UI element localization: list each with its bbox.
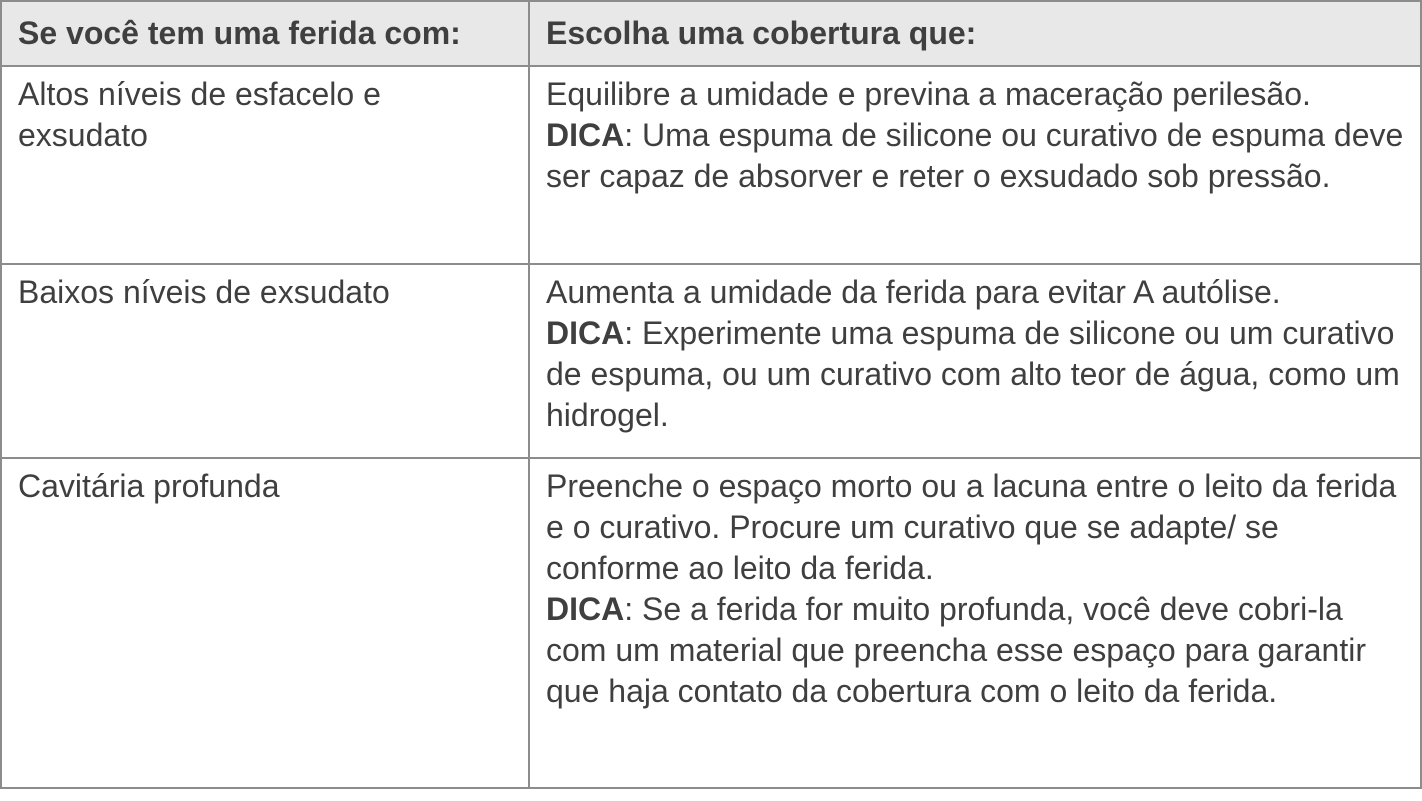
recommendation-text: Preenche o espaço morto ou a lacuna entre o leito da ferida e o curativo. Procure um curativo que se adapte/ se conforme ao leito da ferida. [546, 468, 1397, 586]
tip-text: : Uma espuma de silicone ou curativo de espuma deve ser capaz de absorver e reter o exsudado sob pressão. [546, 117, 1404, 194]
table-row [1, 66, 1421, 264]
recommendation-cell [529, 66, 1421, 264]
table-header-row [1, 1, 1421, 66]
tip-label: DICA [546, 117, 625, 153]
tip-line [546, 313, 1410, 436]
condition-cell: Altos níveis de esfacelo e exsudato [1, 66, 529, 264]
tip-text: : Se a ferida for muito profunda, você deve cobri-la com um material que preencha esse espaço para garantir que haja contato da cobertura com o leito da ferida. [546, 591, 1366, 709]
tip-line [546, 115, 1410, 197]
recommendation-text: Aumenta a umidade da ferida para evitar A autólise. [546, 274, 1281, 310]
condition-cell: Cavitária profunda [1, 458, 529, 788]
condition-cell: Baixos níveis de exsudato [1, 264, 529, 458]
header-dressing-choice: Escolha uma cobertura que: [529, 1, 1421, 66]
table-row [1, 458, 1421, 788]
table-row [1, 264, 1421, 458]
recommendation-text: Equilibre a umidade e previna a maceração perilesão. [546, 76, 1311, 112]
header-wound-condition: Se você tem uma ferida com: [1, 1, 529, 66]
tip-text: : Experimente uma espuma de silicone ou um curativo de espuma, ou um curativo com alto teor de água, como um hidrogel. [546, 315, 1400, 433]
tip-label: DICA [546, 315, 625, 351]
recommendation-cell [529, 458, 1421, 788]
recommendation-cell [529, 264, 1421, 458]
tip-line [546, 589, 1410, 712]
tip-label: DICA [546, 591, 625, 627]
